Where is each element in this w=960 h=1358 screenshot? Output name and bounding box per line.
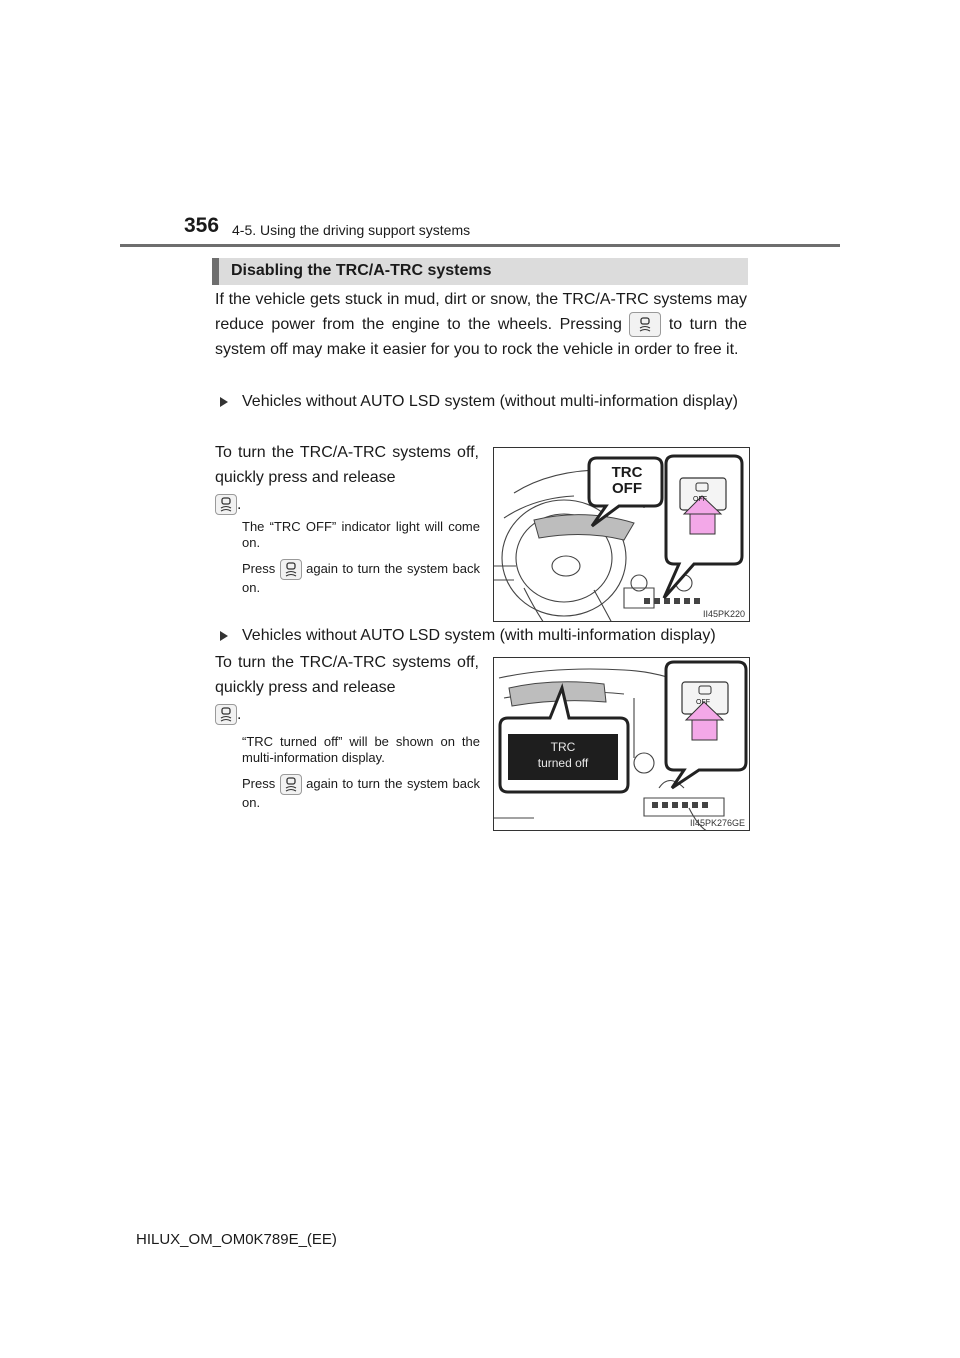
section-title-bar — [212, 258, 748, 285]
trc-off-switch-icon — [280, 774, 302, 795]
subsection-heading-2: Vehicles without AUTO LSD system (with multi-information display) — [220, 623, 748, 648]
header-divider — [120, 244, 840, 247]
subsection-heading-1: Vehicles without AUTO LSD system (without multi-information display) — [220, 389, 748, 414]
trc-off-switch-icon — [629, 312, 661, 337]
trc-off-switch-icon — [280, 559, 302, 580]
section1-notes: The “TRC OFF” indicator light will come on. Press again to turn the system back on. — [242, 519, 480, 595]
figure-dashboard-1 — [493, 447, 750, 622]
triangle-bullet-icon — [220, 397, 228, 407]
figure-code-1: II45PK220 — [702, 609, 745, 619]
figure-dashboard-2 — [493, 657, 750, 831]
triangle-bullet-icon — [220, 631, 228, 641]
figure-code-2: II45PK276GE — [689, 818, 745, 828]
page-number: 356 — [184, 214, 220, 237]
multi-information-display-text: TRC turned off — [537, 740, 589, 770]
section2-note-display: “TRC turned off” will be shown on the multi-information display. — [242, 734, 480, 765]
section-title: Disabling the TRC/A-TRC systems — [231, 262, 492, 279]
trc-off-callout-label: TRC OFF — [611, 464, 643, 497]
section-header: 4-5. Using the driving support systems — [232, 222, 471, 238]
section2-notes: “TRC turned off” will be shown on the multi-information display. Press again to turn the system back on. — [242, 734, 480, 810]
section2-body: To turn the TRC/A-TRC systems off, quickly press and release . — [215, 650, 479, 727]
trc-off-switch-icon — [215, 704, 237, 725]
intro-text-1: If the vehicle gets stuck in mud, dirt or snow, the TRC/A-TRC systems may reduce power from the engine to the wheels. Pressing — [215, 291, 747, 333]
manual-footer-code: HILUX_OM_OM0K789E_(EE) — [136, 1231, 337, 1248]
switch-off-label: OFF — [696, 699, 710, 706]
section1-body: To turn the TRC/A-TRC systems off, quickly press and release . — [215, 440, 479, 517]
switch-off-label: OFF — [693, 496, 707, 503]
intro-paragraph — [215, 287, 747, 362]
section1-note-indicator: The “TRC OFF” indicator light will come on. — [242, 519, 480, 550]
trc-off-switch-icon — [215, 494, 237, 515]
intro-text-2: to turn the system off may make it easier for you to rock the vehicle in order to free it. — [215, 316, 747, 359]
